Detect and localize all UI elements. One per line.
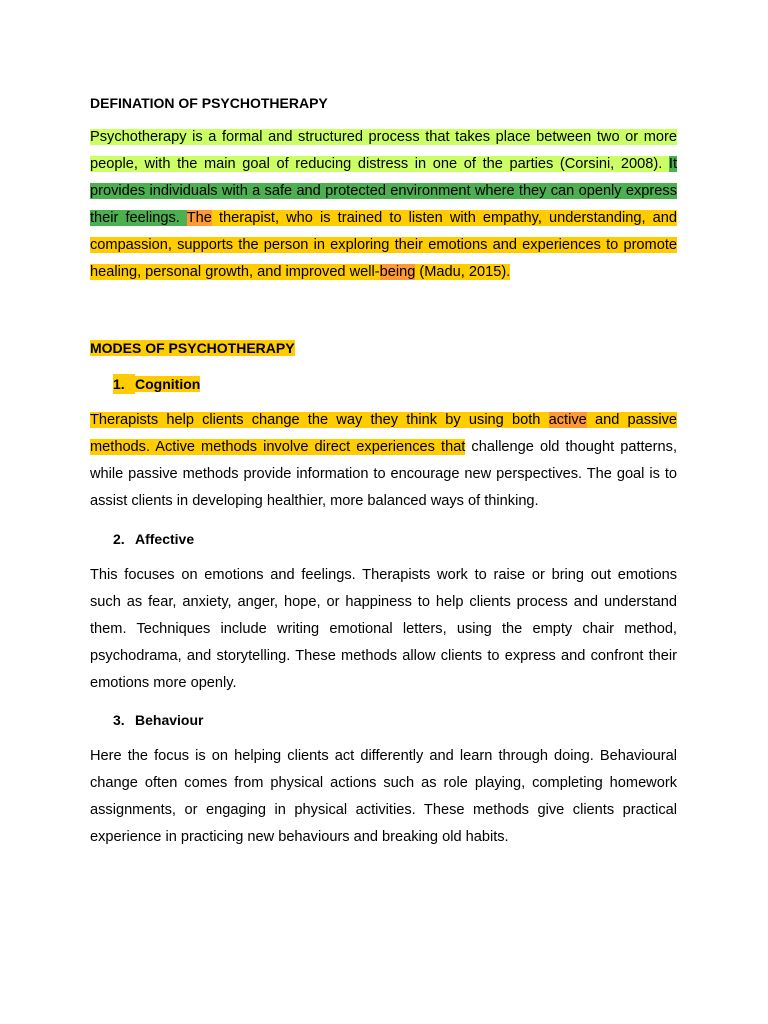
behaviour-paragraph-wrap [90, 743, 677, 851]
definition-heading-wrap [90, 93, 677, 113]
mode-heading-cognition [113, 374, 200, 394]
mode-number: 1. [113, 374, 135, 394]
mode-heading-affective [113, 529, 194, 549]
text-segment: This focuses on emotions and feelings. Therapists work to raise or bring out emotions such as fear, anxiety, anger, hope, or happiness to help clients process and understand them. Techniques include writing emotional letters, using the empty chair method, psychodrama, and storytelling. These methods allow clients to express and confront their emotions more openly. [90, 567, 677, 691]
text-segment: being [379, 264, 416, 280]
definition-heading: DEFINATION OF PSYCHOTHERAPY [90, 95, 328, 111]
mode-heading-behaviour [113, 710, 203, 730]
cognition-paragraph-wrap [90, 407, 677, 515]
text-segment: (Madu, 2015). [415, 264, 511, 280]
mode-title: Affective [135, 531, 195, 547]
mode-title: Behaviour [135, 712, 204, 728]
text-segment: active [548, 412, 587, 428]
affective-paragraph-wrap [90, 562, 677, 697]
modes-heading-text: MODES OF PSYCHOTHERAPY [90, 340, 295, 356]
text-segment: therapist, who is trained to listen with empathy, understanding, and compassion, supports the person in exploring their emotions and experiences to promote healing, personal growth, and improved well- [90, 210, 677, 280]
text-segment: Psychotherapy is a formal and structured process that takes place between two or more people, with the main goal of reducing distress in one of the parties (Corsini, 2008). [90, 129, 677, 172]
affective-paragraph [90, 562, 677, 697]
text-segment: It provides individuals with a safe and protected environment where they can openly express their feelings. [90, 156, 677, 226]
text-segment: Here the focus is on helping clients act differently and learn through doing. Behavioural change often comes from physical actions such as role playing, completing homework assignments, or engaging in physical activities. These methods give clients practical experience in practicing new behaviours and breaking old habits. [90, 748, 677, 845]
definition-paragraph-wrap [90, 124, 677, 286]
mode-title: Cognition [135, 376, 201, 392]
modes-heading-wrap [90, 338, 677, 358]
modes-heading [90, 338, 677, 358]
mode-number: 3. [113, 712, 125, 728]
text-segment: Therapists help clients change the way they think by using both [90, 412, 549, 428]
behaviour-paragraph [90, 743, 677, 851]
text-segment: challenge old thought patterns, while passive methods provide information to encourage new perspectives. The goal is to assist clients in developing healthier, more balanced ways of thinking. [90, 439, 677, 509]
text-segment: The [186, 210, 212, 226]
definition-paragraph [90, 124, 677, 286]
text-segment: and passive methods. Active methods involve direct experiences that [90, 412, 677, 455]
mode-number: 2. [113, 531, 125, 547]
cognition-paragraph [90, 407, 677, 515]
